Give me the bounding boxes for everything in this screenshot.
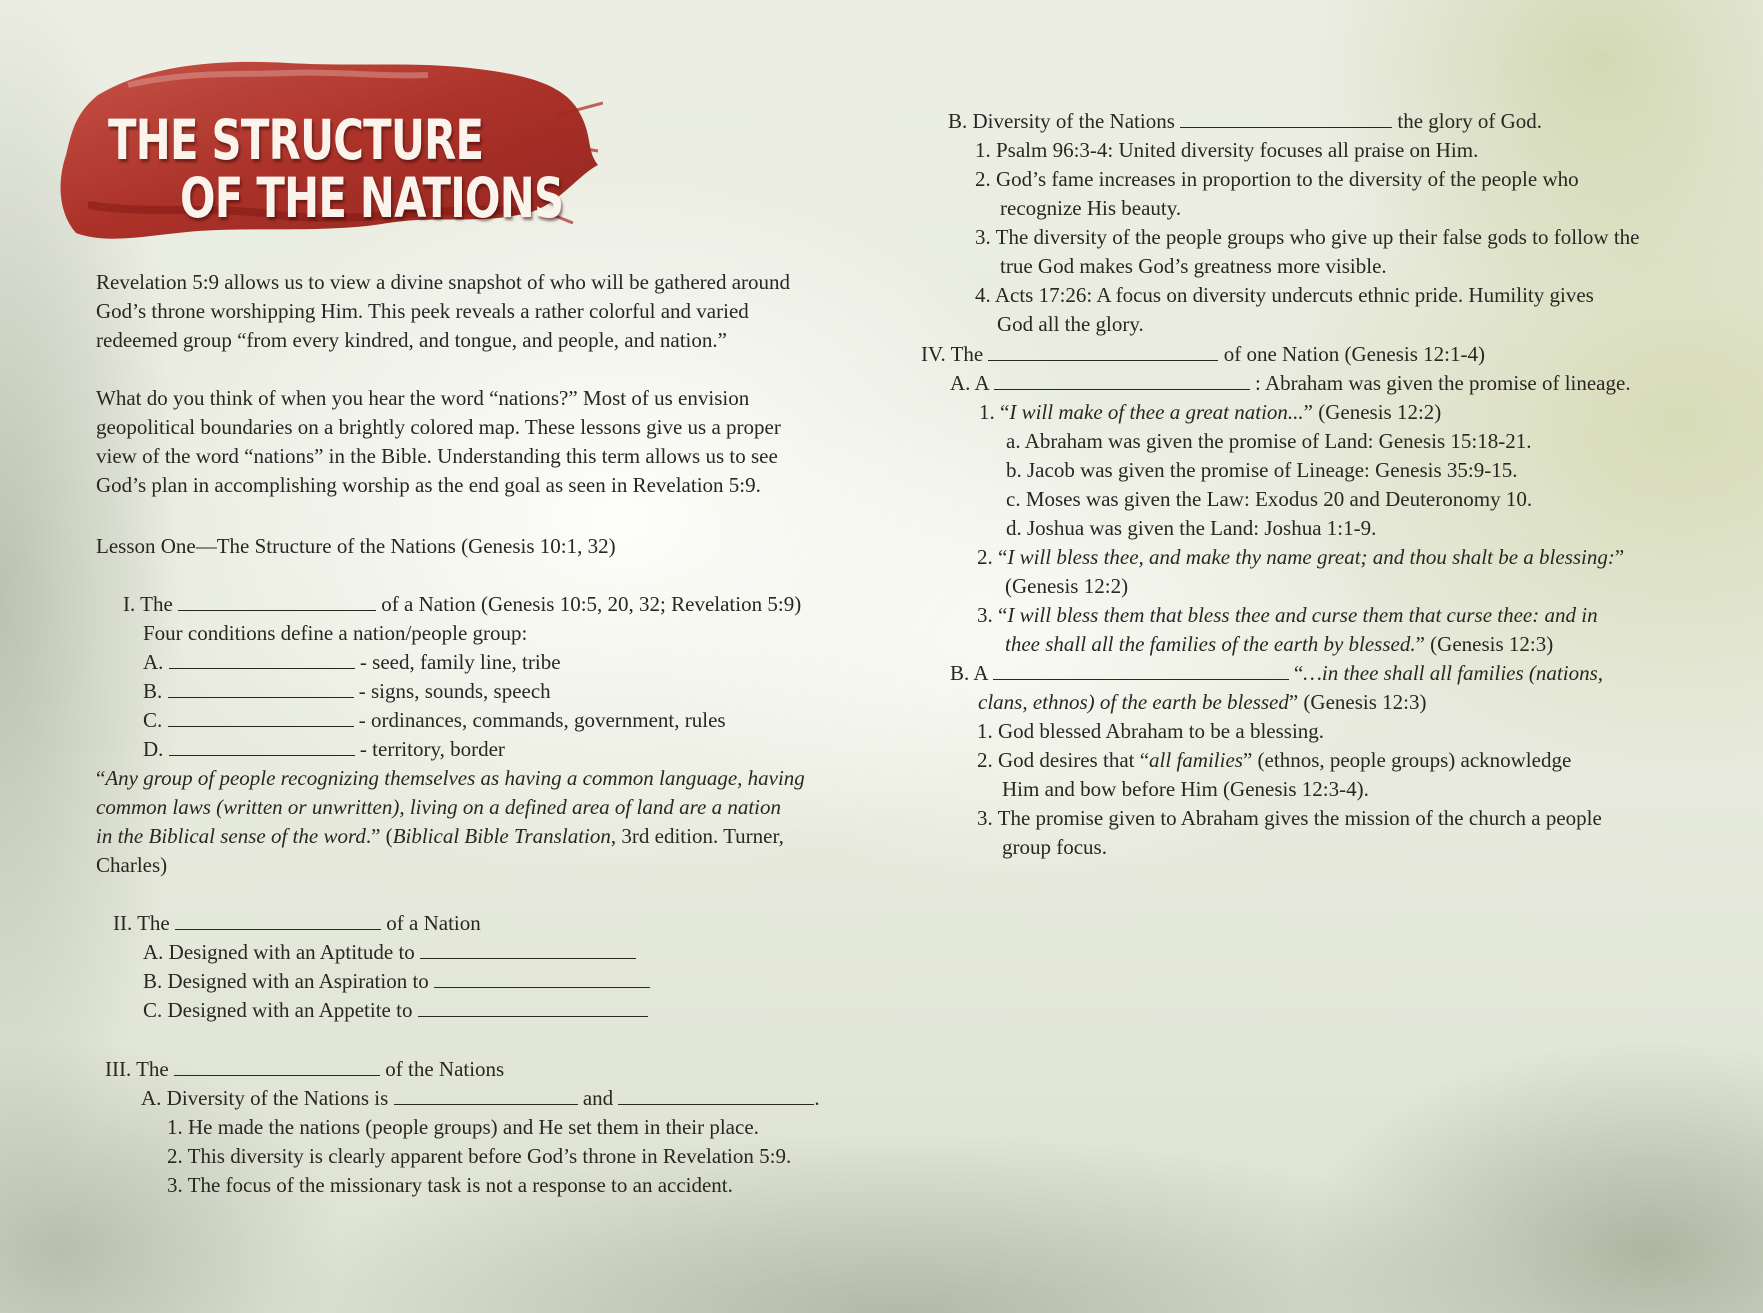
section-2-pre: II. The [113, 911, 170, 935]
fill-in-blank[interactable] [168, 708, 354, 727]
section-1-item [143, 677, 551, 706]
list-item: 1. He made the nations (people groups) and He set them in their place. [167, 1115, 759, 1139]
fill-in-blank[interactable] [993, 661, 1289, 680]
fill-in-blank[interactable] [394, 1086, 578, 1105]
lesson-heading: Lesson One—The Structure of the Nations (Genesis 10:1, 32) [96, 534, 616, 558]
section-4-b: B. A “…in thee shall all families (nations, clans, ethnos) of the earth be blessed” (Genesis 12:3) [950, 661, 1604, 714]
list-item: c. Moses was given the Law: Exodus 20 and Deuteronomy 10. [1006, 487, 1533, 511]
fill-in-blank[interactable] [988, 342, 1218, 361]
fill-in-blank[interactable] [178, 592, 376, 611]
fill-in-blank[interactable] [174, 1057, 380, 1076]
list-item: 3. The promise given to Abraham gives the mission of the church a people [977, 806, 1602, 830]
section-3-pre: III. The [105, 1057, 169, 1081]
item-text: - ordinances, commands, government, rules [358, 708, 726, 732]
fill-in-blank[interactable] [169, 737, 355, 756]
intro-line: God’s throne worshipping Him. This peek reveals a rather colorful and varied [96, 299, 749, 323]
item-text: - signs, sounds, speech [358, 679, 551, 703]
list-item: 1. Psalm 96:3-4: United diversity focuses all praise on Him. [975, 138, 1479, 162]
list-item: group focus. [1002, 835, 1107, 859]
list-item: God all the glory. [997, 312, 1144, 336]
fill-in-blank[interactable] [175, 911, 381, 930]
fill-in-blank[interactable] [420, 940, 636, 959]
section-1-intro: Four conditions define a nation/people group: [143, 621, 528, 645]
section-2-item: A. Designed with an Aptitude to [143, 938, 636, 967]
definition-quote [96, 764, 805, 880]
list-item: Him and bow before Him (Genesis 12:3-4). [1002, 777, 1369, 801]
list-item: b. Jacob was given the promise of Lineage: Genesis 35:9-15. [1006, 458, 1518, 482]
quote-line: in the Biblical sense of the word.” (Biblical Bible Translation, 3rd edition. Turner, [96, 824, 784, 848]
section-1-item [143, 648, 561, 677]
fill-in-blank[interactable] [169, 650, 355, 669]
section-1-pre: I. The [123, 592, 173, 616]
section-4-a1-items [1006, 427, 1532, 543]
section-3-heading [105, 1055, 504, 1084]
item-letter: B. [143, 679, 163, 703]
item-letter: A. [143, 650, 164, 674]
intro-line: What do you think of when you hear the word “nations?” Most of us envision [96, 386, 750, 410]
section-3-b-items [975, 136, 1639, 339]
list-item: 3. The focus of the missionary task is not a response to an accident. [167, 1173, 733, 1197]
quote-line: “Any group of people recognizing themselves as having a common language, having [96, 766, 805, 790]
fill-in-blank[interactable] [1180, 109, 1392, 128]
section-2-item: B. Designed with an Aspiration to [143, 967, 650, 996]
list-item: d. Joshua was given the Land: Joshua 1:1-9. [1006, 516, 1377, 540]
section-1-heading [123, 590, 801, 619]
section-2-post: of a Nation [386, 911, 481, 935]
quote-line: common laws (written or unwritten), living on a defined area of land are a nation [96, 795, 781, 819]
section-4-heading: IV. The of one Nation (Genesis 12:1-4) [921, 342, 1486, 366]
list-item: true God makes God’s greatness more visible. [1000, 254, 1387, 278]
section-3-post: of the Nations [385, 1057, 505, 1081]
fill-in-blank[interactable] [994, 371, 1250, 390]
intro-line: God’s plan in accomplishing worship as the end goal as seen in Revelation 5:9. [96, 473, 761, 497]
list-item: 4. Acts 17:26: A focus on diversity undercuts ethnic pride. Humility gives [975, 283, 1594, 307]
section-4-b-items [977, 717, 1602, 862]
intro-line: redeemed group “from every kindred, and tongue, and people, and nation.” [96, 328, 727, 352]
intro-paragraph-2 [96, 384, 781, 500]
list-item: 3. The diversity of the people groups who give up their false gods to follow the [975, 225, 1640, 249]
item-text: - territory, border [359, 737, 505, 761]
section-4-a1: 1. “I will make of thee a great nation...” (Genesis 12:2) [979, 400, 1442, 424]
section-1-post: of a Nation (Genesis 10:5, 20, 32; Revelation 5:9) [381, 592, 802, 616]
section-3-a: A. Diversity of the Nations is and . [141, 1086, 820, 1110]
fill-in-blank[interactable] [618, 1086, 814, 1105]
list-item: 2. This diversity is clearly apparent before God’s throne in Revelation 5:9. [167, 1144, 792, 1168]
list-item: 2. God’s fame increases in proportion to the diversity of the people who [975, 167, 1579, 191]
list-item: recognize His beauty. [1000, 196, 1182, 220]
list-item: 2. God desires that “all families” (ethnos, people groups) acknowledge [977, 748, 1572, 772]
fill-in-blank[interactable] [168, 679, 354, 698]
fill-in-blank[interactable] [418, 998, 648, 1017]
title-line-2: OF THE NATIONS [180, 166, 564, 230]
section-1-item [143, 706, 726, 735]
title-line-1: THE STRUCTURE [108, 108, 484, 172]
item-letter: C. [143, 708, 163, 732]
section-3-b: B. Diversity of the Nations the glory of God. [948, 109, 1543, 133]
section-1-item [143, 735, 505, 764]
section-4-a: A. A : Abraham was given the promise of lineage. [950, 371, 1631, 395]
title-banner [58, 55, 603, 250]
quote-line: Charles) [96, 853, 168, 877]
intro-line: geopolitical boundaries on a brightly colored map. These lessons give us a proper [96, 415, 781, 439]
list-item: 1. God blessed Abraham to be a blessing. [977, 719, 1325, 743]
intro-paragraph-1 [96, 268, 790, 355]
section-4-a3: 3. “I will bless them that bless thee and curse them that curse thee: and in thee shall all the families of the earth by blessed.” (Genesis 12:3) [977, 603, 1598, 656]
section-2-heading [113, 909, 481, 938]
section-3-a-items [167, 1113, 791, 1200]
fill-in-blank[interactable] [434, 969, 650, 988]
item-letter: D. [143, 737, 164, 761]
item-text: - seed, family line, tribe [359, 650, 561, 674]
section-2-item: C. Designed with an Appetite to [143, 996, 648, 1025]
list-item: a. Abraham was given the promise of Land: Genesis 15:18-21. [1006, 429, 1532, 453]
intro-line: view of the word “nations” in the Bible. Understanding this term allows us to see [96, 444, 778, 468]
intro-line: Revelation 5:9 allows us to view a divine snapshot of who will be gathered around [96, 270, 791, 294]
section-4-a2: 2. “I will bless thee, and make thy name great; and thou shalt be a blessing:” (Genesis 12:2) [977, 545, 1625, 598]
